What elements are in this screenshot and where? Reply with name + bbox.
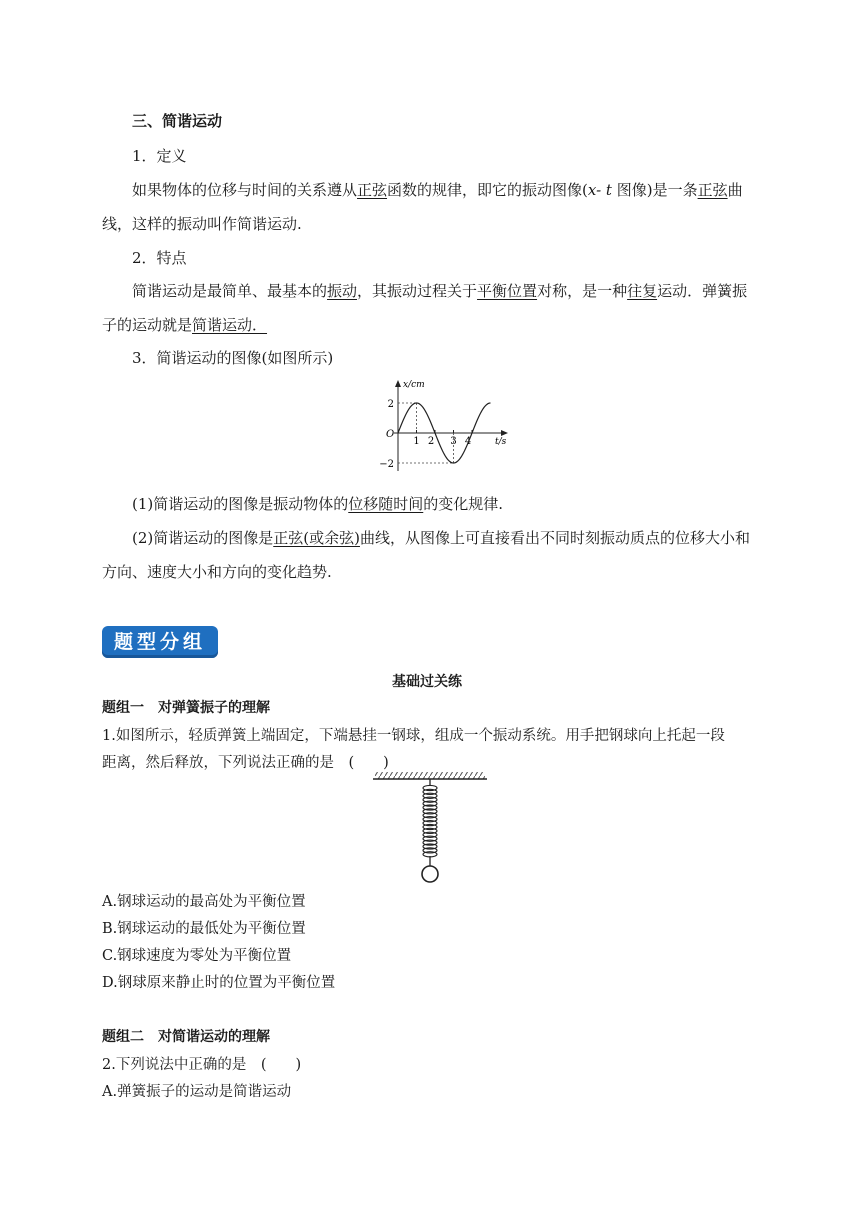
origin-label: O — [386, 429, 395, 440]
x-axis-arrow — [501, 430, 508, 436]
blank-answer: 正弦 — [697, 181, 728, 199]
graph-title: 3．简谐运动的图像(如图所示) — [132, 349, 334, 367]
graph-point-2 — [132, 527, 750, 548]
option-b: B.钢球运动的最低处为平衡位置 — [102, 921, 306, 937]
q2-option-a: A.弹簧振子的运动是简谐运动 — [102, 1084, 292, 1100]
feature-line-1 — [132, 280, 747, 301]
definition-line-1 — [132, 179, 743, 200]
practice-title: 基础过关练 — [392, 674, 462, 690]
x-tick-label: 1 — [413, 436, 420, 447]
feature-line-2 — [102, 314, 267, 335]
y-axis-arrow — [395, 380, 401, 387]
q1-line-1: 1.如图所示，轻质弹簧上端固定，下端悬挂一钢球，组成一个振动系统。用手把钢球向上托起一段 — [102, 728, 725, 744]
blank-answer: 位移随时间 — [348, 495, 424, 513]
text: 图像)是一条 — [611, 181, 698, 199]
spring-figure — [370, 768, 490, 890]
graph-point-2-cont: 方向、速度大小和方向的变化趋势. — [102, 563, 332, 581]
question-type-badge: 题型分组 — [102, 626, 218, 658]
q1-line-2: 距离，然后释放，下列说法正确的是 ( ) — [102, 755, 389, 771]
section-heading: 三、简谐运动 — [132, 112, 223, 130]
definition-line-2: 线，这样的振动叫作简谐运动. — [102, 215, 302, 233]
option-d: D.钢球原来静止时的位置为平衡位置 — [102, 975, 336, 991]
group2-title: 题组二 对简谐运动的理解 — [102, 1029, 270, 1045]
y-tick-label: −2 — [379, 459, 394, 470]
x-tick-label: 2 — [427, 436, 435, 447]
x-tick-label: 4 — [464, 436, 472, 447]
y-axis-label: x/cm — [403, 380, 425, 390]
feature-title: 2．特点 — [132, 249, 187, 267]
text: 的变化规律. — [423, 495, 504, 513]
graph-point-1 — [132, 493, 503, 514]
xt-label: x- t — [587, 181, 612, 199]
shm-graph — [355, 375, 515, 475]
option-c: C.钢球速度为零处为平衡位置 — [102, 948, 292, 964]
group1-title: 题组一 对弹簧振子的理解 — [102, 700, 270, 716]
option-a: A.钢球运动的最高处为平衡位置 — [102, 894, 306, 910]
blank-answer: 正弦(或余弦) — [273, 529, 360, 547]
y-tick-label: 2 — [387, 399, 394, 410]
definition-title: 1．定义 — [132, 147, 187, 165]
x-axis-label: t/s — [495, 437, 507, 447]
blank-answer: 简谐运动． — [192, 316, 268, 334]
text: 子的运动就是 — [102, 316, 193, 334]
text: (2)简谐运动的图像是 — [132, 529, 274, 547]
text: 如果物体的位移与时间的关系遵从 — [132, 181, 358, 199]
blank-answer: 振动 — [327, 282, 358, 300]
text: (1)简谐运动的图像是振动物体的 — [132, 495, 349, 513]
blank-answer: 平衡位置 — [477, 282, 538, 300]
text: 运动．弹簧振 — [657, 282, 748, 300]
blank-answer: 往复 — [627, 282, 658, 300]
blank-answer: 正弦 — [357, 181, 388, 199]
text: 对称，是一种 — [537, 282, 628, 300]
text: ，其振动过程关于 — [357, 282, 478, 300]
text: 曲 — [727, 181, 743, 199]
text: 简谐运动是最简单、最基本的 — [132, 282, 328, 300]
steel-ball — [422, 866, 438, 882]
q2-stem: 2.下列说法中正确的是 ( ) — [102, 1057, 302, 1073]
x-tick-label: 3 — [450, 436, 457, 447]
spring — [423, 779, 437, 866]
ceiling-hatch — [375, 772, 485, 779]
text: 函数的规律，即它的振动图像( — [387, 181, 588, 199]
text: 曲线，从图像上可直接看出不同时刻振动质点的位移大小和 — [359, 529, 750, 547]
